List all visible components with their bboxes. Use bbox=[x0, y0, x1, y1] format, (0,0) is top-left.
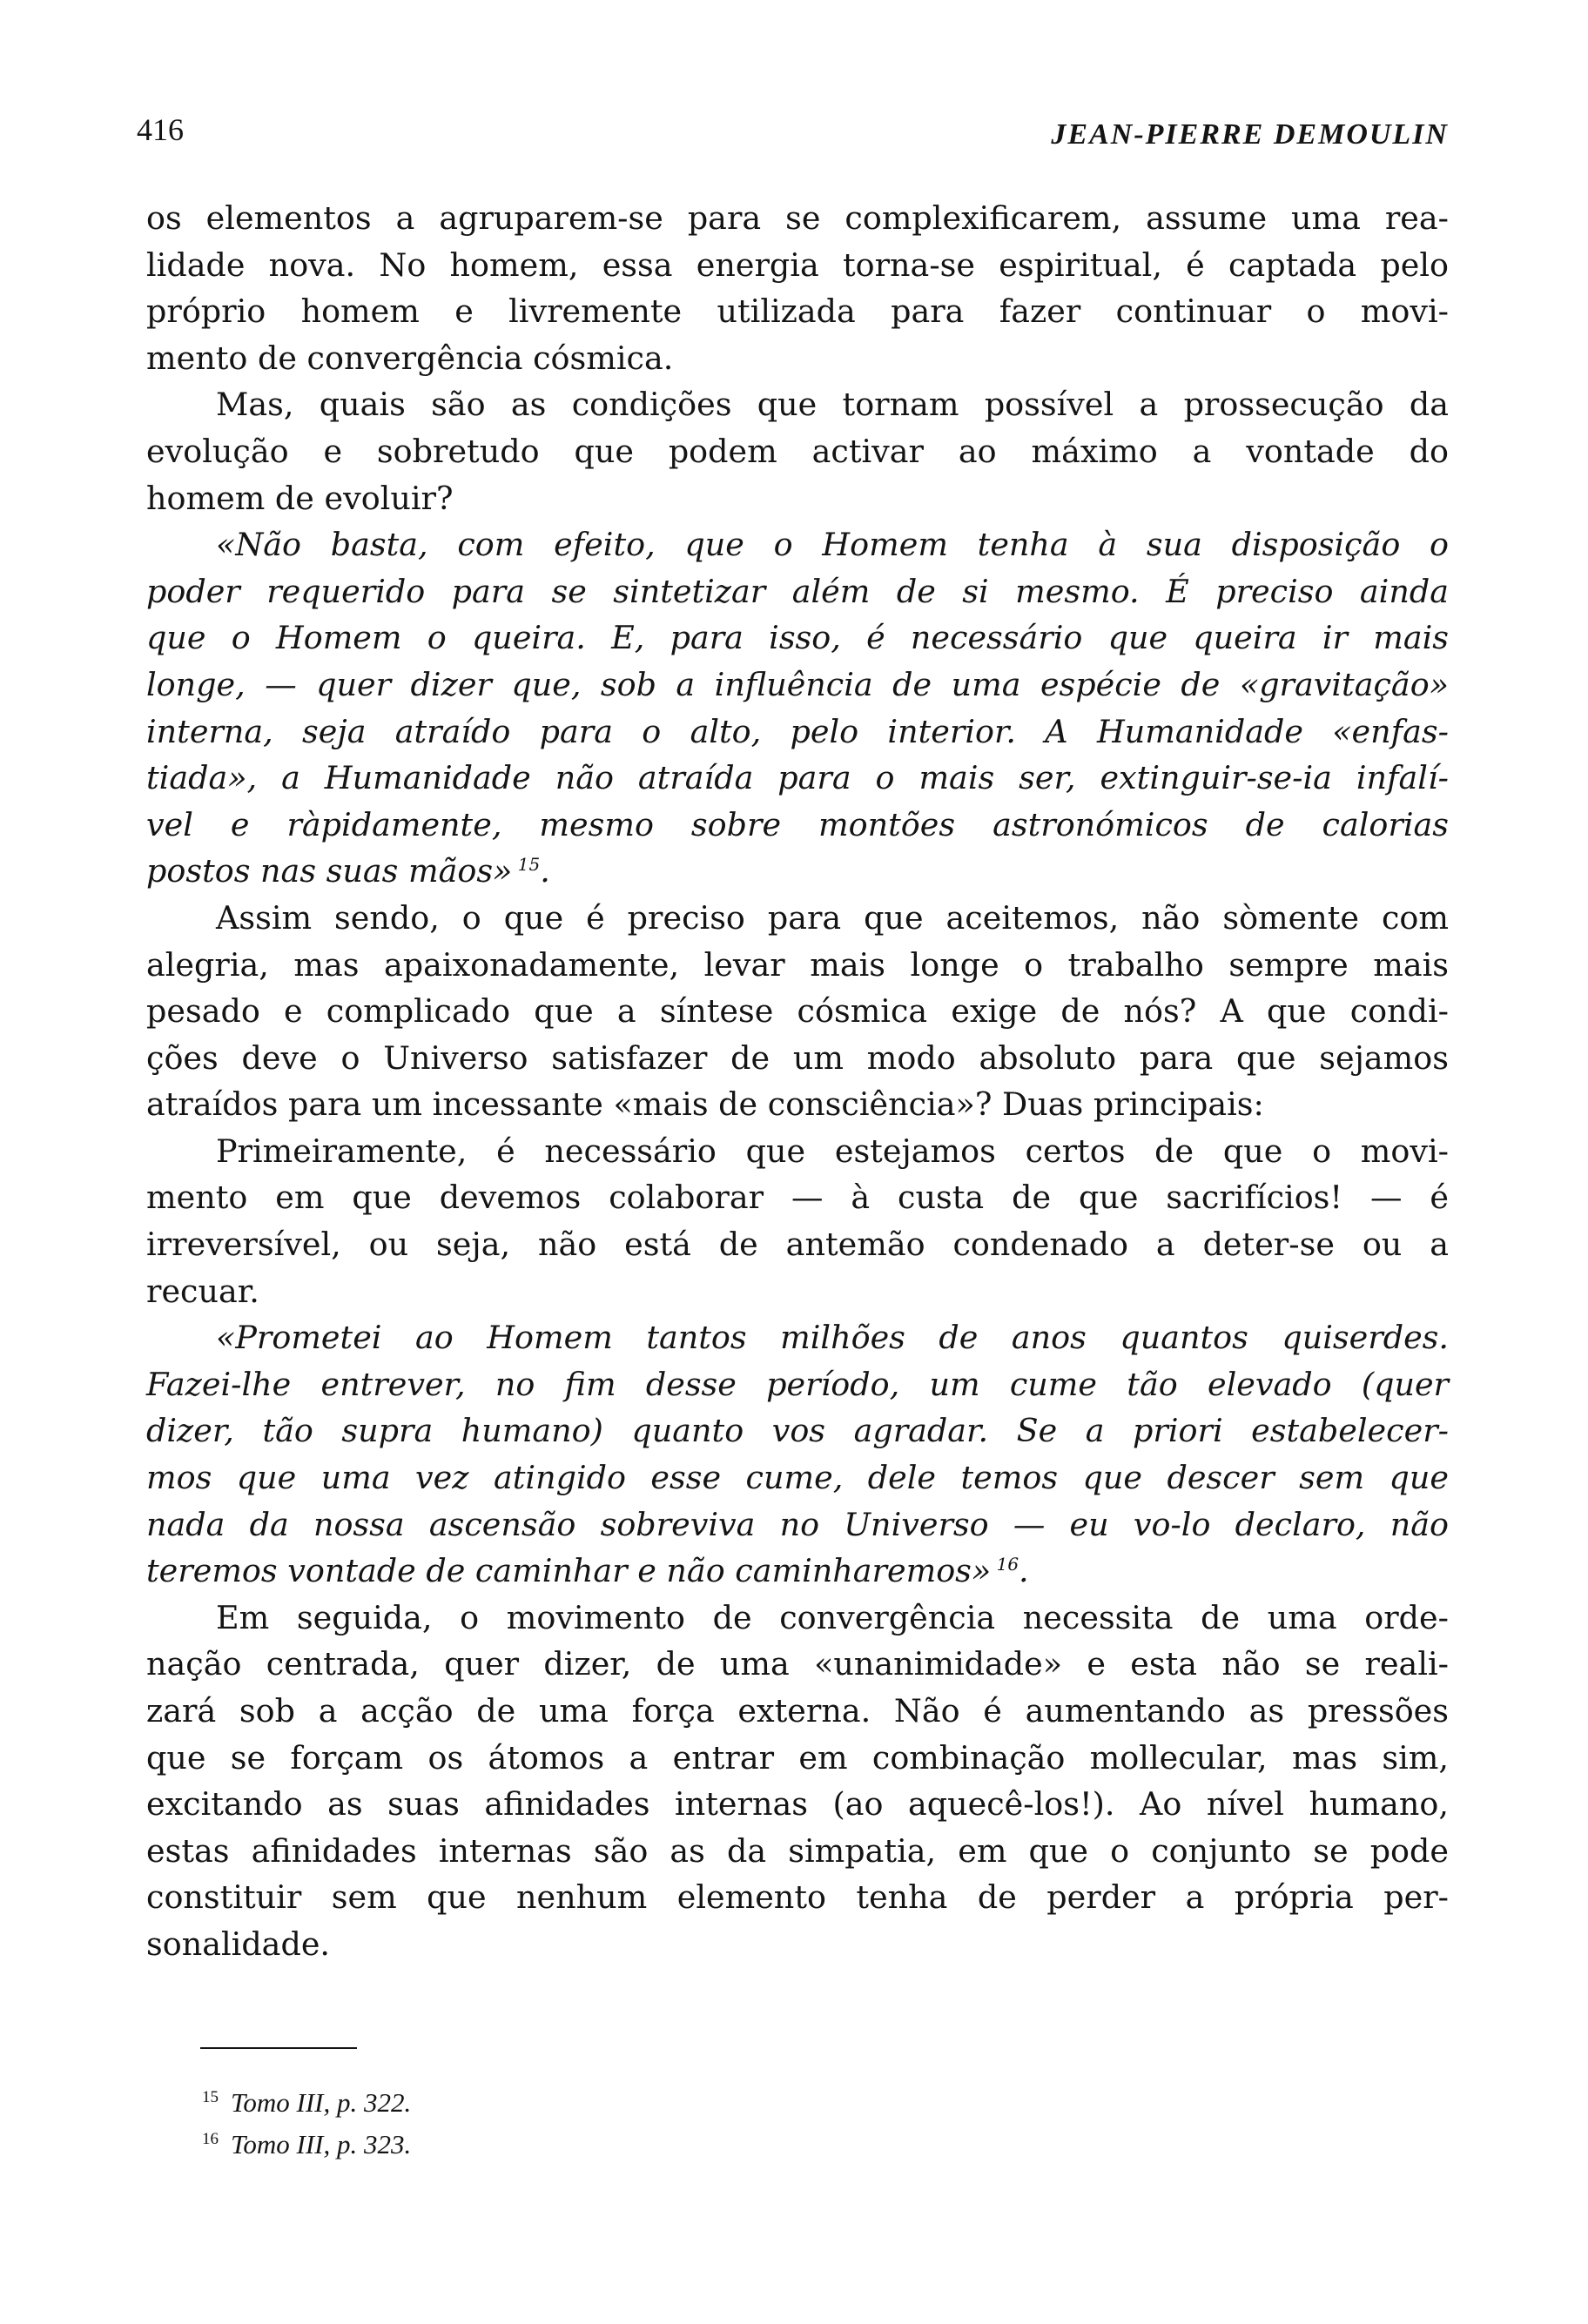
footnote-reference: 16 bbox=[991, 1554, 1019, 1575]
text-line: próprio homem e livremente utilizada para fazer continuar o movi- bbox=[146, 292, 1449, 331]
text-line: lidade nova. No homem, essa energia torna-se espiritual, é captada pelo bbox=[146, 245, 1449, 284]
text-line: atraídos para um incessante «mais de consciência»? Duas principais: bbox=[146, 1085, 1264, 1124]
text-line: mos que uma vez atingido esse cume, dele temos que descer sem que bbox=[146, 1459, 1449, 1497]
text-line: zará sob a acção de uma força externa. Não é aumentando as pressões bbox=[146, 1692, 1449, 1730]
text-line: mento em que devemos colaborar — à custa de que sacrifícios! — é bbox=[146, 1179, 1449, 1217]
text-line: os elementos a agruparem-se para se complexificarem, assume uma rea- bbox=[146, 199, 1449, 237]
text-line: que o Homem o queira. E, para isso, é necessário que queira ir mais bbox=[146, 619, 1449, 657]
text-line: Primeiramente, é necessário que estejamos certos de que o movi- bbox=[216, 1132, 1449, 1170]
text-line: postos nas suas mãos» $^{15}$. bbox=[146, 852, 550, 890]
text-line: estas afinidades internas são as da simpatia, em que o conjunto se pode bbox=[146, 1831, 1449, 1870]
text-line: ções deve o Universo satisfazer de um modo absoluto para que sejamos bbox=[146, 1038, 1449, 1077]
body-text bbox=[146, 195, 1449, 1968]
text-line: teremos vontade de caminhar e não caminharemos» $^{16}$. bbox=[146, 1552, 1029, 1590]
text-line: longe, — quer dizer que, sob a influência de uma espécie de «gravitação» bbox=[146, 665, 1449, 703]
text-line: dizer, tão supra humano) quanto vos agradar. Se a priori estabelecer- bbox=[146, 1412, 1449, 1450]
paragraph bbox=[146, 1128, 1449, 1314]
footnote-number: 16 bbox=[202, 2129, 219, 2148]
footnote bbox=[202, 2124, 411, 2166]
text-line: nação centrada, quer dizer, de uma «unanimidade» e esta não se reali- bbox=[146, 1645, 1449, 1683]
footnote-number: 15 bbox=[202, 2087, 219, 2106]
text-line: tiada», a Humanidade não atraída para o mais ser, extinguir-se-ia infalí- bbox=[146, 759, 1449, 797]
text-line: vel e ràpidamente, mesmo sobre montões astronómicos de calorias bbox=[146, 805, 1449, 843]
paragraph bbox=[146, 381, 1449, 521]
text-line: Em seguida, o movimento de convergência necessita de uma orde- bbox=[216, 1598, 1449, 1636]
page-number: 416 bbox=[137, 112, 184, 147]
text-line: mento de convergência cósmica. bbox=[146, 339, 674, 377]
text-line: «Não basta, com efeito, que o Homem tenha à sua disposição o bbox=[216, 526, 1449, 564]
text-line: pesado e complicado que a síntese cósmica exige de nós? A que condi- bbox=[146, 992, 1449, 1031]
footnote bbox=[202, 2082, 411, 2124]
footnote-divider bbox=[200, 2047, 357, 2049]
text-line: Mas, quais são as condições que tornam possível a prossecução da bbox=[216, 386, 1449, 424]
text-line: «Prometei ao Homem tantos milhões de anos quantos quiserdes. bbox=[216, 1319, 1449, 1357]
text-line: Fazei-lhe entrever, no fim desse período, um cume tão elevado (quer bbox=[146, 1365, 1449, 1403]
text-line: excitando as suas afinidades internas (ao aquecê-los!). Ao nível humano, bbox=[146, 1785, 1449, 1824]
text-line: constituir sem que nenhum elemento tenha de perder a própria per- bbox=[146, 1878, 1449, 1917]
paragraph bbox=[146, 521, 1449, 895]
text-line: evolução e sobretudo que podem activar ao máximo a vontade do bbox=[146, 432, 1449, 470]
text-line: irreversível, ou seja, não está de antemão condenado a deter-se ou a bbox=[146, 1226, 1449, 1264]
paragraph bbox=[146, 1595, 1449, 1968]
footnote-text: Tomo III, p. 323. bbox=[231, 2129, 412, 2159]
text-line: nada da nossa ascensão sobreviva no Universo — eu vo-lo declaro, não bbox=[146, 1505, 1449, 1543]
text-line: poder requerido para se sintetizar além de si mesmo. É preciso ainda bbox=[146, 572, 1449, 610]
text-line: alegria, mas apaixonadamente, levar mais longe o trabalho sempre mais bbox=[146, 945, 1449, 984]
paragraph bbox=[146, 895, 1449, 1128]
text-line: Assim sendo, o que é preciso para que aceitemos, não sòmente com bbox=[216, 898, 1449, 937]
text-line: homem de evoluir? bbox=[146, 479, 454, 517]
paragraph bbox=[146, 195, 1449, 381]
text-line: que se forçam os átomos a entrar em combinação mollecular, mas sim, bbox=[146, 1738, 1449, 1777]
running-head: JEAN-PIERRE DEMOULIN bbox=[1051, 118, 1449, 151]
paragraph bbox=[146, 1314, 1449, 1595]
text-line: sonalidade. bbox=[146, 1924, 331, 1963]
footnote-reference: 15 bbox=[512, 854, 541, 876]
text-line: recuar. bbox=[146, 1272, 259, 1310]
footnote-text: Tomo III, p. 322. bbox=[231, 2087, 412, 2118]
text-line: interna, seja atraído para o alto, pelo interior. A Humanidade «enfas- bbox=[146, 712, 1449, 750]
footnotes bbox=[202, 2082, 411, 2166]
